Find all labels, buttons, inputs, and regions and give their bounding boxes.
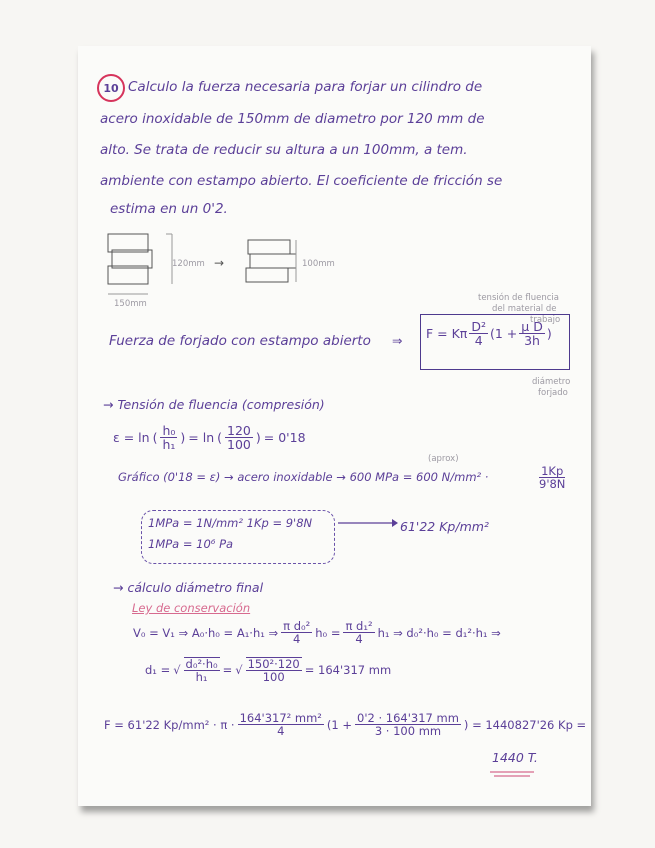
volume-equation [133,620,501,645]
d1-lhs: d₁ = [145,663,171,678]
eps-h1: h₁ [162,437,176,453]
final-result: ) = 1440827'26 Kp = [463,717,587,732]
tension-heading: → Tensión de fluencia (compresión) [103,397,325,412]
kp-fraction [537,465,567,490]
implies-arrow: ⇒ [392,333,403,348]
note-top-1: tensión de fluencia [478,293,559,303]
conservation-law: Ley de conservación [132,601,251,615]
d1-equation: d₁ = √ $\frac{\text{d₀²·h₀}}{\text{h₁}}$ = √ $\frac{\text{150²·120}}{100}$ = 164'317 mm [145,657,392,685]
formula-d-den: 4 [474,333,483,349]
result-arrow [336,517,398,529]
eps-lhs: ε = ln [113,430,150,446]
final-tons: 1440 T. [492,750,538,765]
final-f2-num: 0'2 · 164'317 mm [357,711,459,725]
sketch-diameter: 150mm [114,299,147,309]
conversion-line-1: 1MPa = 1N/mm² 1Kp = 9'8N [148,516,313,530]
final-f1-num: 164'317² mm² [239,711,322,725]
final-paren: (1 + [326,717,353,732]
eps-120: 120 [227,423,251,438]
kp-num: 1Kp [541,464,564,478]
sqrt2-den: 100 [262,670,285,685]
answer-underline [488,770,538,778]
formula-d-num: D² [471,319,486,334]
final-f1-den: 4 [277,724,285,739]
note-top-2: del material de [492,304,557,314]
forging-formula [426,320,552,347]
forging-label: Fuerza de forjado con estampo abierto [109,333,371,349]
note-bottom-1: diámetro [532,377,571,387]
conversion-line-2: 1MPa = 10⁶ Pa [148,537,234,551]
formula-lhs: F = Kπ [426,326,468,342]
sqrt1-den: h₁ [195,670,208,685]
strain-equation: ε = ln ( $\frac{\text{h₀}}{\text{h₁}}$ ) = ln ( $\frac{120}{100}$ ) = 0'18 [113,423,306,453]
problem-line-3: alto. Se trata de reducir su altura a un 100mm, a tem. [100,142,468,158]
note-top-3: trabajo [530,315,561,325]
pi-d1-den: 4 [355,632,363,647]
sketch-height-before: 120mm [172,259,205,269]
problem-line-5: estima en un 0'2. [110,201,228,217]
tension-result: 61'22 Kp/mm² [400,519,489,534]
grafico-line: Gráfico (0'18 = ε) → acero inoxidable → 600 MPa = 600 N/mm² · [118,470,489,484]
vol-eq: V₀ = V₁ ⇒ A₀·h₀ = A₁·h₁ ⇒ [133,625,279,640]
final-equation [104,712,586,737]
eps-result: = 0'18 [263,430,306,446]
h0-tail: h₀ = [315,625,341,640]
final-lhs: F = 61'22 Kp/mm² · π · [104,717,235,732]
sketch-height-after: 100mm [302,259,335,269]
formula-mu-num: μ D [521,319,543,334]
formula-paren-open: (1 + [489,326,518,342]
eps-mid: = ln [188,430,215,446]
pi-d0-den: 4 [293,632,301,647]
problem-line-1: Calculo la fuerza necesaria para forjar un cilindro de [128,79,483,95]
pi-d1-num: π d₁² [345,619,373,633]
d1-eq: = [222,663,233,678]
sqrt1-num: d₀²·h₀ [185,657,218,671]
h1-tail: h₁ ⇒ d₀²·h₀ = d₁²·h₁ ⇒ [377,625,501,640]
diameter-heading: → cálculo diámetro final [113,580,264,595]
final-f2-den: 3 · 100 mm [374,724,442,739]
sketch-arrow: → [214,256,225,270]
formula-paren-close: ) [546,326,552,342]
problem-number: 10 [97,74,125,102]
aprox-note: (aprox) [428,454,459,464]
d1-result: = 164'317 mm [304,663,392,678]
pi-d0-num: π d₀² [283,619,311,633]
sqrt2-num: 150²·120 [247,657,300,671]
problem-line-4: ambiente con estampo abierto. El coeficiente de fricción se [100,173,503,189]
note-bottom-2: forjado [538,388,568,398]
eps-100: 100 [227,437,251,453]
eps-h0: h₀ [162,423,176,438]
kp-den: 9'8N [539,477,566,492]
formula-mu-den: 3h [524,333,540,349]
problem-line-2: acero inoxidable de 150mm de diametro por 120 mm de [100,111,485,127]
